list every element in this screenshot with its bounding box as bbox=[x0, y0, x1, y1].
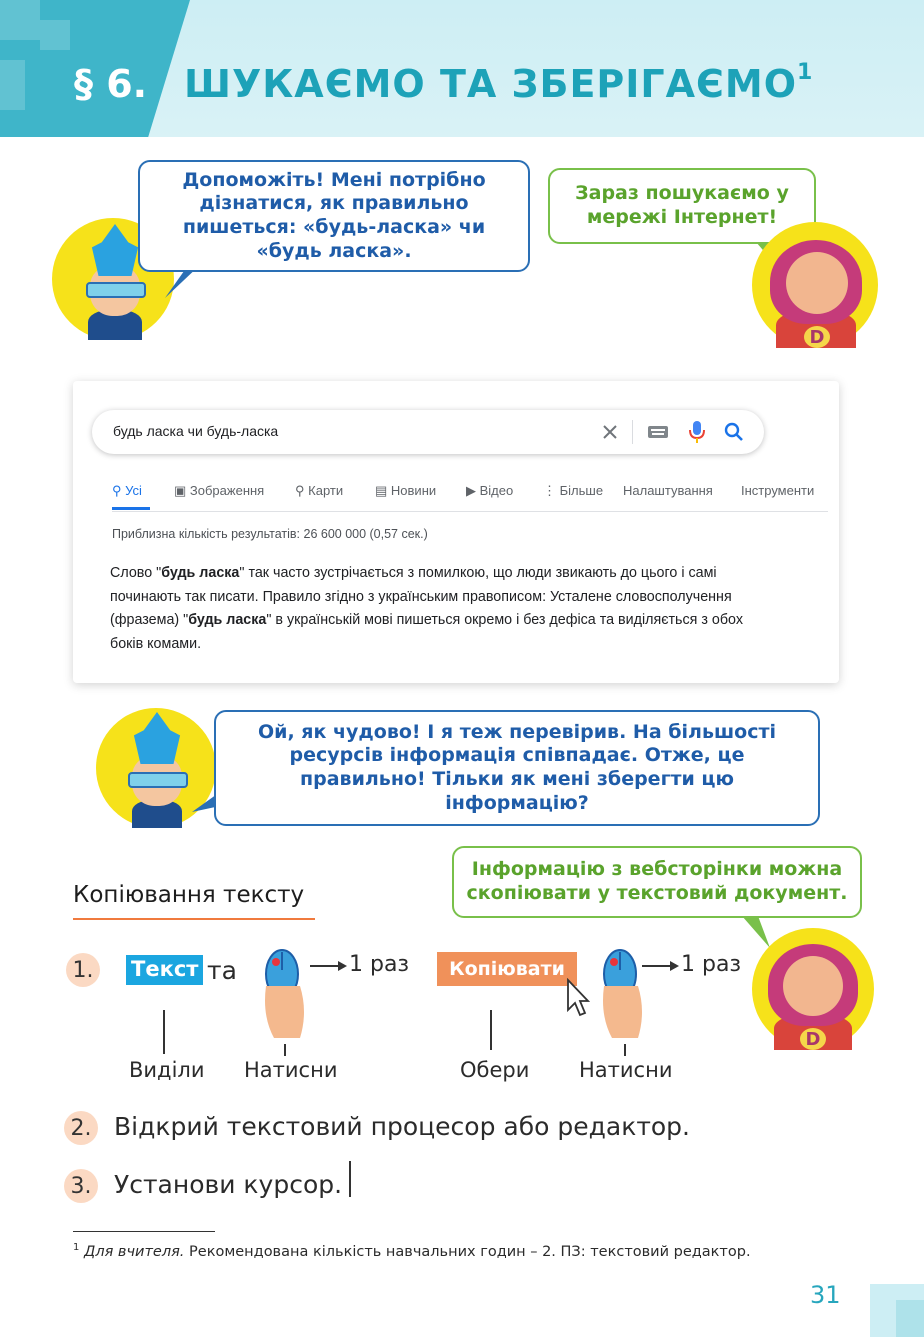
tab-settings[interactable]: Налаштування bbox=[623, 483, 713, 498]
speech-bubble-boy-1: Допоможіть! Мені потрібно дізнатися, як правильно пишеться: «будь-ласка» чи «будь ласка». bbox=[138, 160, 530, 272]
pixel-decoration bbox=[40, 20, 70, 50]
caption-press: Натисни bbox=[579, 1058, 673, 1082]
keyboard-icon[interactable] bbox=[648, 426, 668, 440]
step-2-text: Відкрий текстовий процесор або редактор. bbox=[114, 1112, 690, 1141]
pixel-decoration bbox=[0, 60, 25, 110]
tab-news[interactable]: ▤ Новини bbox=[375, 483, 437, 498]
click-count-2: 1 раз bbox=[681, 952, 742, 977]
conjunction-text: та bbox=[207, 956, 237, 985]
subtitle-underline bbox=[73, 918, 315, 920]
page-number: 31 bbox=[810, 1281, 841, 1309]
arrow-icon bbox=[310, 960, 348, 972]
speech-bubble-man-2: Інформацію з вебсторінки можна скопіювати у текстовий документ. bbox=[452, 846, 862, 918]
search-icon[interactable] bbox=[724, 422, 744, 442]
cursor-arrow-icon bbox=[566, 978, 590, 1018]
caption-select: Виділи bbox=[129, 1058, 205, 1082]
speech-bubble-man-1: Зараз пошукаємо у мережі Інтернет! bbox=[548, 168, 816, 244]
tab-images[interactable]: ▣ Зображення bbox=[174, 483, 265, 498]
click-count-1: 1 раз bbox=[349, 952, 410, 977]
results-count: Приблизна кількість результатів: 26 600 000 (0,57 сек.) bbox=[112, 527, 428, 541]
tab-all[interactable]: ⚲ Усі bbox=[112, 483, 142, 498]
page-title: ШУКАЄМО ТА ЗБЕРІГАЄМО$^1$ bbox=[184, 60, 814, 106]
section-subtitle: Копіювання тексту bbox=[73, 882, 305, 908]
highlighted-text-sample: Текст bbox=[126, 955, 203, 985]
tab-video[interactable]: ▶ Відео bbox=[466, 483, 514, 498]
tab-more[interactable]: ⋮ Більше bbox=[543, 483, 604, 498]
text-cursor bbox=[349, 1161, 351, 1197]
mouse-click-icon bbox=[256, 946, 312, 1040]
microphone-icon[interactable] bbox=[688, 420, 706, 444]
man-character: D bbox=[752, 222, 878, 348]
tabs-divider bbox=[112, 511, 828, 512]
step-number: 3. bbox=[64, 1169, 98, 1203]
speech-bubble-boy-2: Ой, як чудово! І я теж перевірив. На більшості ресурсів інформація співпадає. Отже, це правильно! Тільки як мені зберегти цю інформацію? bbox=[214, 710, 820, 826]
search-input[interactable]: будь ласка чи будь-ласка bbox=[113, 423, 279, 439]
pointer-line bbox=[284, 1044, 286, 1056]
step-number: 2. bbox=[64, 1111, 98, 1145]
footnote: $^1$ Для вчителя. Рекомендована кількість навчальних годин – 2. ПЗ: текстовий редактор. bbox=[73, 1242, 751, 1260]
pointer-line bbox=[624, 1044, 626, 1056]
copy-menu-item: Копіювати bbox=[437, 952, 577, 986]
step-3-text: Установи курсор. bbox=[114, 1170, 343, 1199]
search-snippet: Слово "будь ласка" так часто зустрічається з помилкою, що люди звикають до цього і самі починають так писати. Правило згідно з українським правописом: Усталене словосполучення (фразема) "будь ласка" в українській мові пишеться окремо і без дефіса та виділяється з обох боків комами. bbox=[110, 565, 743, 652]
man-character: D bbox=[752, 928, 874, 1050]
step-number: 1. bbox=[66, 953, 100, 987]
tab-maps[interactable]: ⚲ Карти bbox=[295, 483, 344, 498]
caption-choose: Обери bbox=[460, 1058, 530, 1082]
corner-decoration bbox=[896, 1300, 924, 1337]
clear-icon[interactable] bbox=[602, 424, 618, 440]
section-number: § 6. bbox=[74, 62, 148, 106]
footnote-ref: 1 bbox=[797, 60, 814, 86]
pixel-decoration bbox=[0, 0, 40, 40]
footnote-divider bbox=[73, 1231, 215, 1232]
pointer-line bbox=[163, 1010, 165, 1054]
arrow-icon bbox=[642, 960, 680, 972]
tab-tools[interactable]: Інструменти bbox=[741, 483, 815, 498]
active-tab-indicator bbox=[112, 507, 150, 510]
caption-press: Натисни bbox=[244, 1058, 338, 1082]
divider bbox=[632, 420, 633, 444]
pointer-line bbox=[490, 1010, 492, 1050]
